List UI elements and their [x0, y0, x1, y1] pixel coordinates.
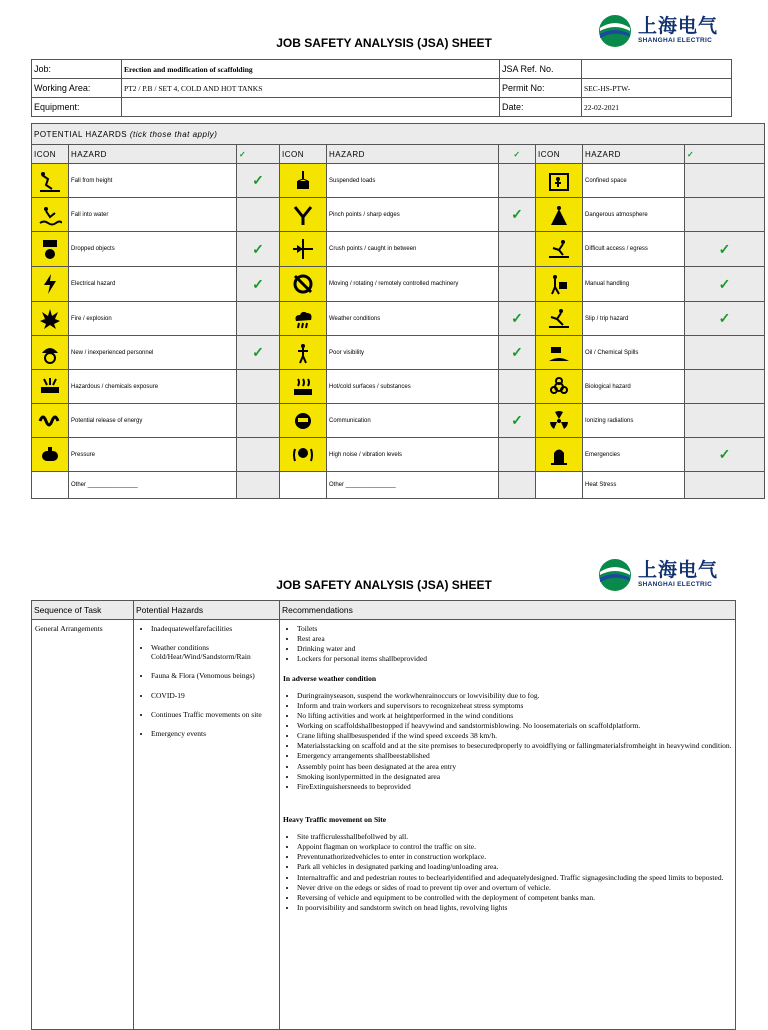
recommendations-cell	[280, 620, 736, 1030]
list-item: • Toilets	[297, 624, 732, 633]
hazard-checkbox[interactable]: ✓	[499, 302, 536, 336]
list-item: • Smoking isonlypermitted in the designated area	[297, 772, 732, 781]
hazard-icon-cell	[536, 438, 583, 472]
hazard-icon-cell	[280, 370, 327, 404]
biohazard-icon	[547, 375, 571, 399]
dangerous-atmosphere-icon	[547, 203, 571, 227]
date-label: Date:	[500, 98, 582, 117]
weather-list	[283, 691, 732, 791]
emergency-icon	[547, 443, 571, 467]
hazard-icon-cell	[536, 370, 583, 404]
col-check-2: ✓	[499, 145, 536, 164]
col-hazard-3: HAZARD	[583, 145, 685, 164]
list-item: • Emergency arrangements shallbeestablished	[297, 751, 732, 760]
crush-point-icon	[291, 237, 315, 261]
hazard-row	[32, 404, 765, 438]
hazard-label: Hazardous / chemicals exposure	[69, 370, 237, 404]
hazard-label: Weather conditions	[327, 302, 499, 336]
hazard-checkbox[interactable]	[499, 438, 536, 472]
hazard-icon-cell	[32, 404, 69, 438]
jsa-page-2	[0, 550, 768, 1024]
list-item: • In poorvisibility and sandstorm switch on head lights, revolving lights	[297, 903, 732, 912]
jsa-ref-value[interactable]	[582, 60, 732, 79]
fall-into-water-icon	[38, 203, 62, 227]
fall-from-height-icon	[38, 169, 62, 193]
hazard-checkbox[interactable]	[237, 198, 280, 232]
hazard-label: Fire / explosion	[69, 302, 237, 336]
col-icon-1: ICON	[32, 145, 69, 164]
hazard-label: Confined space	[583, 164, 685, 198]
hazard-label: Potential release of energy	[69, 404, 237, 438]
hazard-checkbox[interactable]: ✓	[499, 336, 536, 370]
logo-chinese-text: 上海电气	[637, 559, 718, 582]
hazard-label: Manual handling	[583, 267, 685, 302]
hazard-icon-cell	[32, 472, 69, 499]
hazard-row	[32, 370, 765, 404]
col-hazard-2: HAZARD	[327, 145, 499, 164]
hazard-checkbox[interactable]	[685, 336, 765, 370]
hazard-label: Communication	[327, 404, 499, 438]
logo-english-text: SHANGHAI ELECTRIC	[637, 581, 713, 589]
chemical-exposure-icon	[38, 375, 62, 399]
hazard-checkbox[interactable]	[499, 267, 536, 302]
hazard-checkbox[interactable]	[685, 164, 765, 198]
hot-surface-icon	[291, 375, 315, 399]
new-personnel-icon	[38, 341, 62, 365]
hazard-checkbox[interactable]: ✓	[685, 267, 765, 302]
list-item: • Crane lifting shallbesuspended if the wind speed exceeds 38 km/h.	[297, 731, 732, 740]
list-item: • Reversing of vehicle and equipment to be controlled with the deployment of competent banks man.	[297, 893, 732, 902]
hazard-icon-cell	[536, 164, 583, 198]
hazard-label: Electrical hazard	[69, 267, 237, 302]
hazard-label: Crush points / caught in between	[327, 232, 499, 267]
list-item: • Park all vehicles in designated parking and loading/unloading area.	[297, 862, 732, 871]
hazard-checkbox[interactable]: ✓	[499, 404, 536, 438]
hazard-row	[32, 472, 765, 499]
list-item: • Lockers for personal items shallbeprovided	[297, 654, 732, 663]
col-potential-hazards: Potential Hazards	[134, 601, 280, 620]
hazard-label: Poor visibility	[327, 336, 499, 370]
hazard-icon-cell	[536, 198, 583, 232]
hazard-label: Heat Stress	[583, 472, 685, 499]
manual-handling-icon	[547, 272, 571, 296]
hazard-row	[32, 302, 765, 336]
hazard-label: Slip / trip hazard	[583, 302, 685, 336]
confined-space-icon	[547, 169, 571, 193]
hazard-checkbox[interactable]: ✓	[237, 267, 280, 302]
list-item: • FireExtinguishersneeds to beprovided	[297, 782, 732, 791]
date-value[interactable]: 22-02-2021	[582, 98, 732, 117]
col-check-3: ✓	[685, 145, 765, 164]
difficult-access-icon	[547, 237, 571, 261]
hazard-icon-cell	[32, 164, 69, 198]
hazard-checkbox[interactable]	[685, 404, 765, 438]
traffic-heading: Heavy Traffic movement on Site	[283, 814, 387, 824]
hazard-checkbox[interactable]	[237, 302, 280, 336]
hazard-icon-cell	[280, 336, 327, 370]
hazard-label: Dropped objects	[69, 232, 237, 267]
rotating-machinery-icon	[291, 272, 315, 296]
potential-hazards-title: POTENTIAL HAZARDS	[34, 129, 128, 139]
hazard-checkbox[interactable]	[499, 164, 536, 198]
list-item: • Inform and train workers and supervisors to recognizeheat stress symptoms	[297, 701, 732, 710]
hazard-label: Fall into water	[69, 198, 237, 232]
list-item: • Assembly point has been designated at the area entry	[297, 762, 732, 771]
list-item: • Working on scaffoldshallbestopped if heavywind and sandstormisblowing. No loosematerials on scaffoldplatform.	[297, 721, 732, 730]
hazard-icon-cell	[32, 370, 69, 404]
dropped-objects-icon	[38, 237, 62, 261]
energy-release-icon	[38, 409, 62, 433]
hazard-checkbox[interactable]: ✓	[685, 232, 765, 267]
hazard-label: Fall from height	[69, 164, 237, 198]
list-item: • Appoint flagman on workplace to control the traffic on site.	[297, 842, 732, 851]
hazard-icon-cell	[280, 198, 327, 232]
hazard-icon-cell	[280, 232, 327, 267]
hazard-checkbox[interactable]	[499, 370, 536, 404]
hazard-label: Hot/cold surfaces / substances	[327, 370, 499, 404]
potential-hazards-cell	[134, 620, 280, 1030]
hazard-icon-cell	[32, 232, 69, 267]
task-cell	[32, 620, 134, 1030]
list-item: • No lifting activities and work at heightperformed in the wind conditions	[297, 711, 732, 720]
equipment-value[interactable]	[122, 98, 500, 117]
hazard-icon-cell	[32, 302, 69, 336]
hazards-column-headers	[32, 145, 765, 164]
hazard-label: Suspended loads	[327, 164, 499, 198]
hazard-icon-cell	[536, 232, 583, 267]
hazard-label: Pressure	[69, 438, 237, 472]
col-sequence-of-task: Sequence of Task	[32, 601, 134, 620]
hazard-checkbox[interactable]: ✓	[685, 438, 765, 472]
hazard-icon-cell	[32, 267, 69, 302]
pressure-icon	[38, 443, 62, 467]
hazard-row	[32, 164, 765, 198]
list-item: • Continues Traffic movements on site	[151, 710, 276, 719]
poor-visibility-icon	[291, 341, 315, 365]
hazard-label: Other _______________	[69, 472, 237, 499]
hazard-icon-cell	[536, 472, 583, 499]
slip-trip-icon	[547, 307, 571, 331]
hazard-row	[32, 198, 765, 232]
hazard-label: Pinch points / sharp edges	[327, 198, 499, 232]
hazards-body	[32, 164, 765, 499]
hazard-label: Ionizing radiations	[583, 404, 685, 438]
hazard-icon-cell	[280, 472, 327, 499]
hazard-icon-cell	[280, 164, 327, 198]
radiation-icon	[547, 409, 571, 433]
working-area-value[interactable]: PT2 / P.B / SET 4, COLD AND HOT TANKS	[122, 79, 500, 98]
list-item: • COVID-19	[151, 691, 276, 700]
hazard-checkbox[interactable]	[237, 438, 280, 472]
permit-label: Permit No:	[500, 79, 582, 98]
hazard-checkbox[interactable]: ✓	[237, 232, 280, 267]
hazard-icon-cell	[536, 267, 583, 302]
welfare-list	[283, 624, 732, 664]
hazard-row	[32, 438, 765, 472]
col-icon-3: ICON	[536, 145, 583, 164]
chemical-spill-icon	[547, 341, 571, 365]
hazard-row	[32, 232, 765, 267]
hazard-icon-cell	[32, 336, 69, 370]
hazard-icon-cell	[536, 336, 583, 370]
sheet-title-2: JOB SAFETY ANALYSIS (JSA) SHEET	[276, 578, 492, 592]
hazard-label: Dangerous atmosphere	[583, 198, 685, 232]
hazard-checkbox[interactable]: ✓	[237, 164, 280, 198]
hazard-label: Moving / rotating / remotely controlled machinery	[327, 267, 499, 302]
job-info-table	[31, 59, 732, 117]
job-value[interactable]: Erection and modification of scaffolding	[122, 60, 500, 79]
logo-english-text: SHANGHAI ELECTRIC	[637, 37, 713, 45]
hazard-row	[32, 336, 765, 370]
analysis-table	[31, 600, 736, 1030]
list-item: • Rest area	[297, 634, 732, 643]
list-item: • Fauna & Flora (Venomous beings)	[151, 671, 276, 680]
hazard-checkbox[interactable]: ✓	[685, 302, 765, 336]
hazard-label: New / inexperienced personnel	[69, 336, 237, 370]
hazard-icon-cell	[536, 302, 583, 336]
hazard-checkbox[interactable]	[685, 472, 765, 499]
equipment-label: Equipment:	[32, 98, 122, 117]
fire-explosion-icon	[38, 307, 62, 331]
hazard-checkbox[interactable]	[237, 370, 280, 404]
hazards-table	[31, 123, 765, 499]
list-item: • Internaltraffic and and pedestrian routes to beclearlyidentified and adequatelydesigned. Traffic signagesincluding the speed limits to beposted.	[297, 873, 732, 882]
hazard-label: Other _______________	[327, 472, 499, 499]
list-item: • Preventunathorizedvehicles to enter in construction workplace.	[297, 852, 732, 861]
potential-hazards-header	[32, 124, 765, 145]
hazard-icon-cell	[280, 302, 327, 336]
hazard-checkbox[interactable]: ✓	[499, 198, 536, 232]
list-item: • Drinking water and	[297, 644, 732, 653]
hazard-checkbox[interactable]	[685, 198, 765, 232]
jsa-page-1	[0, 0, 768, 500]
hazard-label: Difficult access / egress	[583, 232, 685, 267]
traffic-list	[283, 832, 732, 912]
list-item: • Duringrainyseason, suspend the workwhenrainoccurs or lowvisibility due to fog.	[297, 691, 732, 700]
list-item: • Materialsstacking on scaffold and at the site premises to besecuredproperly to avoidflying or fallingmaterialsfromheight in heavywind condition.	[297, 741, 732, 750]
potential-hazards-list	[137, 624, 276, 738]
hazard-checkbox[interactable]	[237, 404, 280, 438]
jsa-ref-label: JSA Ref. No.	[500, 60, 582, 79]
list-item: • Site trafficrulesshallbefollwed by all.	[297, 832, 732, 841]
hazard-icon-cell	[280, 438, 327, 472]
hazard-checkbox[interactable]	[685, 370, 765, 404]
hazard-checkbox[interactable]	[499, 472, 536, 499]
hazard-icon-cell	[536, 404, 583, 438]
hazard-row	[32, 267, 765, 302]
hazard-checkbox[interactable]	[237, 472, 280, 499]
col-check-1: ✓	[237, 145, 280, 164]
list-item: • Never drive on the edegs or sides of road to prevent tip over and overturn of vehicle.	[297, 883, 732, 892]
hazard-icon-cell	[32, 198, 69, 232]
permit-value[interactable]: SEC-HS-PTW-	[582, 79, 732, 98]
sheet-title: JOB SAFETY ANALYSIS (JSA) SHEET	[276, 36, 492, 50]
col-hazard-1: HAZARD	[69, 145, 237, 164]
hazard-label: Biological hazard	[583, 370, 685, 404]
hazard-icon-cell	[32, 438, 69, 472]
hazard-icon-cell	[280, 267, 327, 302]
noise-icon	[291, 443, 315, 467]
list-item: • Emergency events	[151, 729, 276, 738]
job-label: Job:	[32, 60, 122, 79]
electrical-hazard-icon	[38, 272, 62, 296]
suspended-load-icon	[291, 169, 315, 193]
hazard-label: Emergencies	[583, 438, 685, 472]
working-area-label: Working Area:	[32, 79, 122, 98]
list-item: • Weather conditions Cold/Heat/Wind/Sandstorm/Rain	[151, 643, 276, 661]
weather-icon	[291, 307, 315, 331]
hazard-icon-cell	[280, 404, 327, 438]
hazard-label: Oil / Chemical Spills	[583, 336, 685, 370]
hazard-label: High noise / vibration levels	[327, 438, 499, 472]
col-recommendations: Recommendations	[280, 601, 736, 620]
communication-icon	[291, 409, 315, 433]
weather-heading: In adverse weather condition	[283, 673, 376, 683]
col-icon-2: ICON	[280, 145, 327, 164]
pinch-point-icon	[291, 203, 315, 227]
logo-chinese-text: 上海电气	[637, 15, 718, 38]
list-item: • Inadequatewelfarefacilities	[151, 624, 276, 633]
potential-hazards-note: (tick those that apply)	[129, 129, 218, 139]
hazard-checkbox[interactable]	[499, 232, 536, 267]
task-name: General Arrangements	[35, 624, 103, 633]
hazard-checkbox[interactable]: ✓	[237, 336, 280, 370]
